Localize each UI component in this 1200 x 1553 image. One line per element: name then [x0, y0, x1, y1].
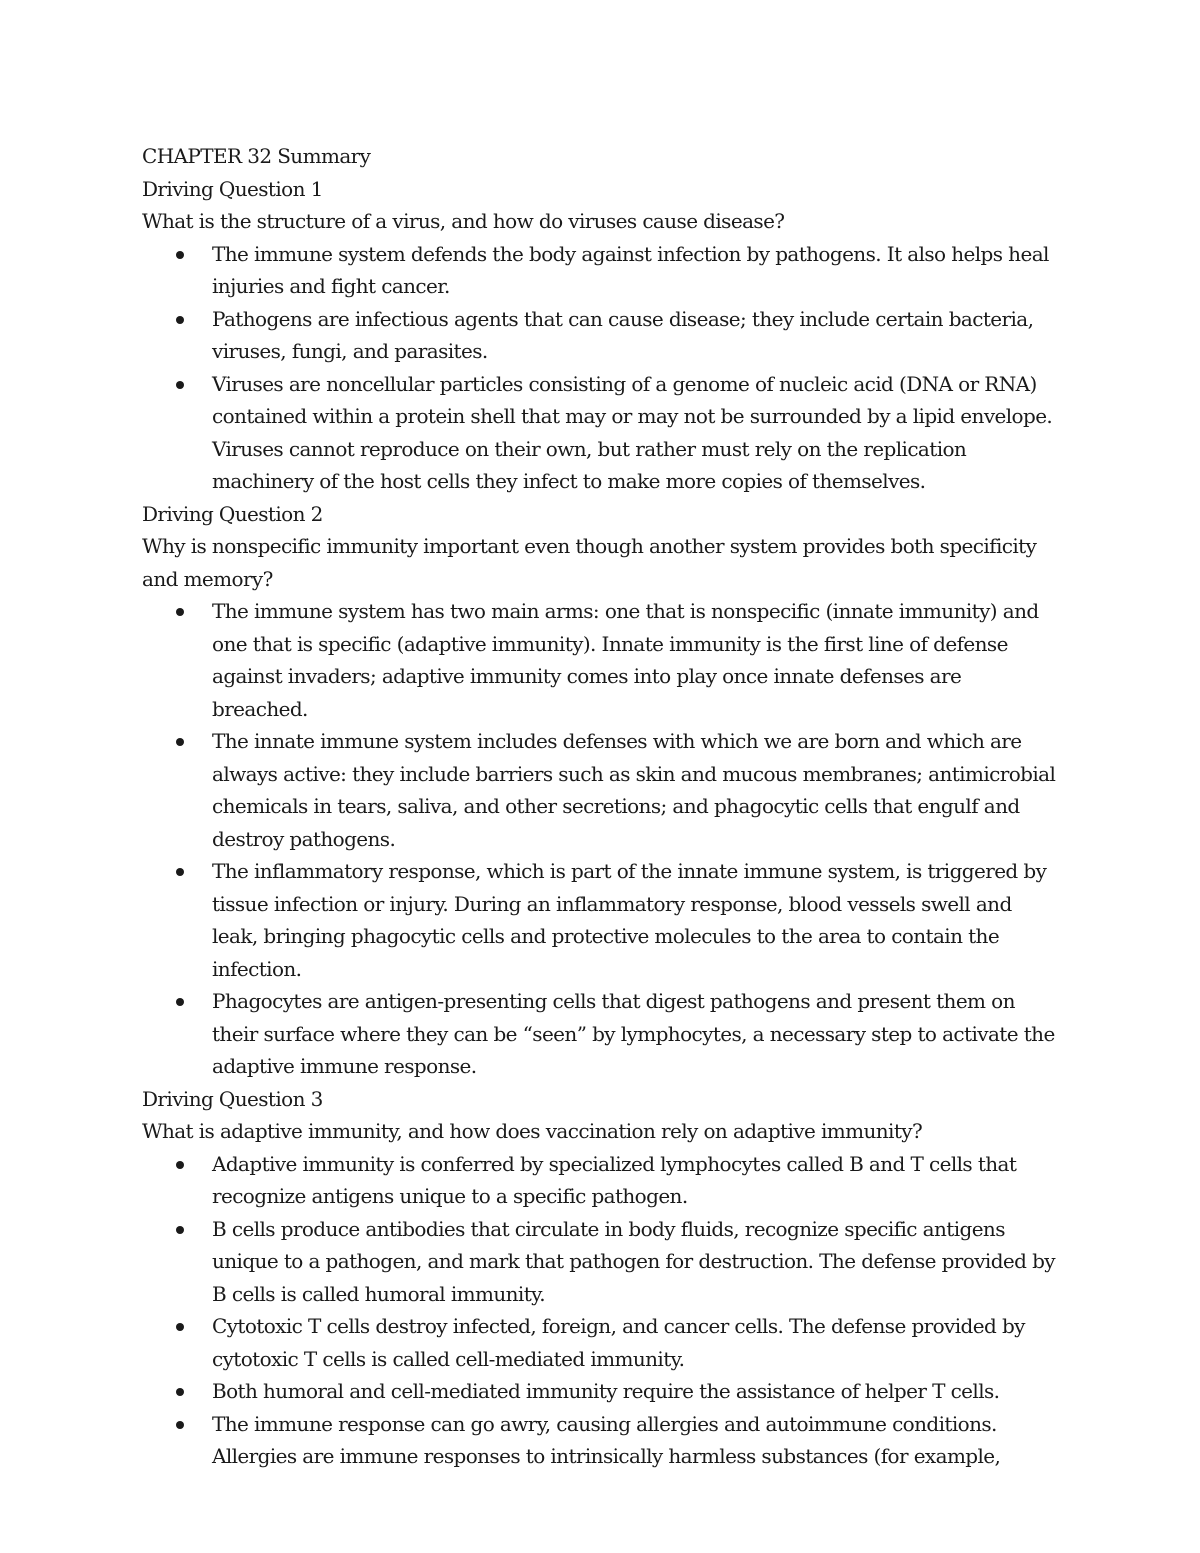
list-item: [142, 1213, 1062, 1311]
section-heading: Driving Question 2: [142, 501, 323, 526]
section-question: Why is nonspecific immunity important even though another system provides both specificity and memory?: [142, 534, 1037, 591]
bullet-list: [142, 595, 1062, 1083]
list-item: [142, 303, 1062, 368]
bullet-icon: [176, 1421, 184, 1429]
bullet-icon: [176, 316, 184, 324]
bullet-text: Both humoral and cell-mediated immunity require the assistance of helper T cells.: [212, 1379, 1000, 1403]
bullet-text: The inflammatory response, which is part of the innate immune system, is triggered by tissue infection or injury. During an inflammatory response, blood vessels swell and leak, bringing phagocytic cells and protective molecules to the area to contain the infection.: [212, 859, 1047, 981]
bullet-text: B cells produce antibodies that circulate in body fluids, recognize specific antigens unique to a pathogen, and mark that pathogen for destruction. The defense provided by B cells is called humoral immunity.: [212, 1216, 1056, 1306]
bullet-list: [142, 238, 1062, 498]
list-item: [142, 985, 1062, 1083]
bullet-text: Adaptive immunity is conferred by specialized lymphocytes called B and T cells that recognize antigens unique to a specific pathogen.: [212, 1151, 1017, 1208]
bullet-text: Cytotoxic T cells destroy infected, foreign, and cancer cells. The defense provided by cytotoxic T cells is called cell-mediated immunity.: [212, 1314, 1025, 1371]
section-question: What is the structure of a virus, and how do viruses cause disease?: [142, 209, 785, 233]
bullet-text: The immune system defends the body against infection by pathogens. It also helps heal injuries and fight cancer.: [212, 241, 1049, 298]
document-title: CHAPTER 32 Summary: [142, 144, 371, 168]
bullet-icon: [176, 998, 184, 1006]
bullet-icon: [176, 381, 184, 389]
bullet-icon: [176, 1388, 184, 1396]
bullet-text: The immune system has two main arms: one that is nonspecific (innate immunity) and one that is specific (adaptive immunity). Innate immunity is the first line of defense against invaders; adaptive immunity comes into play once innate defenses are breached.: [212, 599, 1039, 721]
bullet-text: Viruses are noncellular particles consisting of a genome of nucleic acid (DNA or RNA) contained within a protein shell that may or may not be surrounded by a lipid envelope. Viruses cannot reproduce on their own, but rather must rely on the replication machinery of the host cells they infect to make more copies of themselves.: [212, 371, 1053, 493]
list-item: [142, 725, 1062, 855]
list-item: [142, 368, 1062, 498]
list-item: [142, 1148, 1062, 1213]
bullet-icon: [176, 1323, 184, 1331]
section-heading: Driving Question 1: [142, 176, 323, 201]
bullet-icon: [176, 251, 184, 259]
list-item: [142, 855, 1062, 985]
bullet-icon: [176, 608, 184, 616]
list-item: [142, 1310, 1062, 1375]
section-heading: Driving Question 3: [142, 1086, 323, 1111]
bullet-text: Pathogens are infectious agents that can cause disease; they include certain bacteria, viruses, fungi, and parasites.: [212, 306, 1034, 363]
bullet-icon: [176, 1226, 184, 1234]
bullet-icon: [176, 1161, 184, 1169]
bullet-text: The immune response can go awry, causing allergies and autoimmune conditions. Allergies are immune responses to intrinsically harmless substances (for example,: [212, 1411, 1001, 1468]
bullet-text: The innate immune system includes defenses with which we are born and which are always active: they include barriers such as skin and mucous membranes; antimicrobial chemicals in tears, saliva, and other secretions; and phagocytic cells that engulf and destroy pathogens.: [212, 729, 1056, 851]
list-item: [142, 1375, 1062, 1408]
list-item: [142, 238, 1062, 303]
bullet-text: Phagocytes are antigen-presenting cells that digest pathogens and present them on their surface where they can be “seen” by lymphocytes, a necessary step to activate the adaptive immune response.: [212, 989, 1055, 1078]
list-item: [142, 1408, 1062, 1473]
bullet-icon: [176, 868, 184, 876]
list-item: [142, 595, 1062, 725]
document-page: [142, 140, 1062, 1473]
bullet-list: [142, 1148, 1062, 1473]
section-question: What is adaptive immunity, and how does vaccination rely on adaptive immunity?: [142, 1119, 923, 1143]
bullet-icon: [176, 738, 184, 746]
